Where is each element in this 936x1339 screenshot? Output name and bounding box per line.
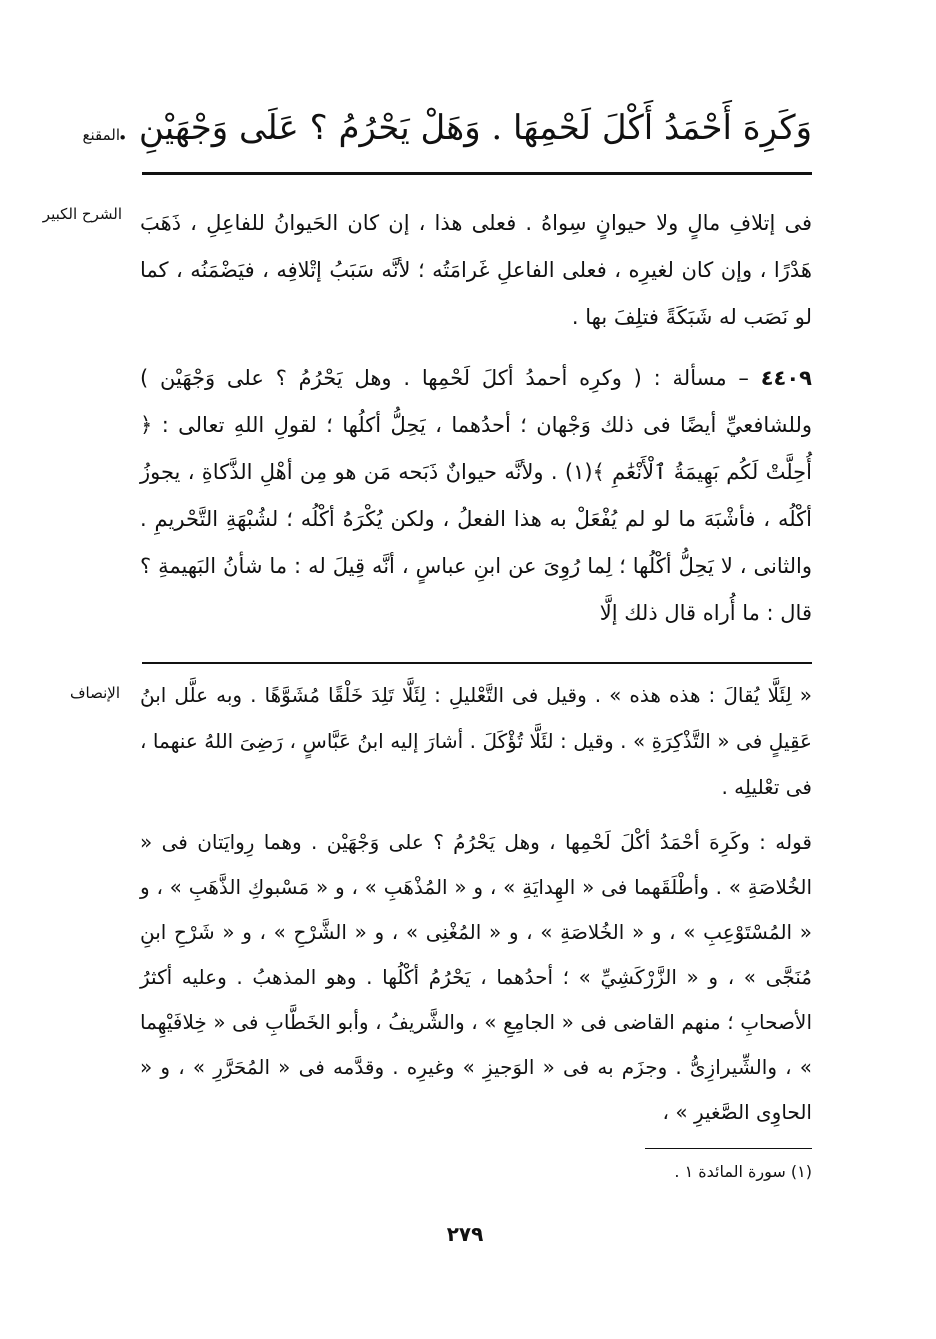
side-label-sharh: الشرح الكبير	[42, 205, 122, 223]
insaf-paragraph-1	[140, 672, 812, 810]
footnote-divider	[645, 1148, 812, 1149]
sharh-issue-paragraph	[140, 355, 812, 637]
issue-text: – مسألة : ( وكرِه أحمدُ أكلَ لَحْمِها . وهل يَحْرُمُ ؟ على وَجْهَيْن ) وللشافعيِّ أيضًا فى ذلك وَجْهان ؛ أحدُهما ، يَحِلُّ أكلُها ؛ لقولِ اللهِ تعالى : ﴿ أُحِلَّتْ لَكُم بَهِيمَةُ ٱلْأَنْعَٰمِ ﴾(١) . ولأنَّه حيوانٌ ذَبَحه مَن هو مِن أهْلِ الذَّكاةِ ، يجوزُ أكْلُه ، فأشْبَهَ ما لو لم يُفْعَلْ به هذا الفعلُ ، ولكن يُكْرَهُ أكْلُه ؛ لشُبْهَةِ التَّحْريمِ . والثانى ، لا يَحِلُّ أكْلُها ؛ لِما رُوِىَ عن ابنِ عباسٍ ، أنَّه قِيلَ له : ما شأنُ البَهيمةِ ؟ قال : ما أُراه قال ذلك إلَّا	[140, 366, 812, 625]
insaf-paragraph-2	[140, 820, 812, 1135]
top-divider	[142, 172, 812, 175]
sharh-continuation-text: فى إتلافِ مالٍ ولا حيوانٍ سِواهُ . فعلى هذا ، إن كان الحَيوانُ للفاعِلِ ، ذَهَبَ هَدْرًا ، وإن كان لغيرِه ، فعلى الفاعلِ غَرامَتُه ؛ لأنَّه سَبَبُ إتْلافِه ، فيَضْمَنُه ، كما لو نَصَب له شَبَكَةً فتلِفَ بها .	[140, 211, 812, 329]
sharh-issue	[140, 355, 812, 637]
sharh-continuation	[140, 200, 812, 341]
side-label-muqni: المقنع	[82, 126, 120, 144]
matn-text: وَكَرِهَ أَحْمَدُ أَكْلَ لَحْمِهَا . وَهَلْ يَحْرُمُ ؟ عَلَى وَجْهَيْنِ .	[117, 108, 812, 148]
side-label-insaf: الإنصاف	[69, 684, 120, 702]
insaf-paragraph-1-text: « لِئَلَّا يُقالَ : هذه هذه » . وقيل فى التَّعْليلِ : لِئَلَّا تَلِدَ خَلْقًا مُشَوَّهًا . وبه علَّل ابنُ عَقِيلٍ فى « التَّذْكِرَةِ » . وقيل : لئَلَّا تُؤْكَلَ . أشارَ إليه ابنُ عَبَّاسٍ ، رَضِىَ اللهُ عنهما ، فى تعْليلِه .	[140, 683, 812, 799]
issue-number: ٤٤٠٩	[760, 366, 812, 390]
page-number: ٢٧٩	[446, 1222, 484, 1246]
footnote: (١) سورة المائدة ١ .	[674, 1162, 812, 1181]
insaf-paragraph-2-text: قوله : وكَرِهَ أحْمَدُ أكْلَ لَحْمِها ، وهل يَحْرُمُ ؟ على وَجْهَيْن . وهما رِوايَتان فى « الخُلاصَةِ » . وأطْلَقَهما فى « الهِدايَةِ » ، و « المُذْهَبِ » ، و « مَسْبوكِ الذَّهَبِ » ، و « المُسْتَوْعِبِ » ، و « الخُلاصَةِ » ، و « المُغْنِى » ، و « الشَّرْحِ » ، و « شَرْحِ ابنِ مُنَجَّى » ، و « الزَّرْكَشِيِّ » ؛ أحدُهما ، يَحْرُمُ أكْلُها . وهو المذهبُ . وعليه أكثرُ الأصحابِ ؛ منهم القاضى فى « الجامِعِ » ، والشَّريفُ ، وأبو الخَطَّابِ فى « خِلافَيْهِما » ، والشِّيرازِىُّ . وجزَم به فى « الوَجيزِ » وغيرِه . وقدَّمه فى « المُحَرَّرِ » ، و « الحاوِى الصَّغيرِ » ،	[140, 830, 812, 1124]
middle-divider	[142, 662, 812, 664]
